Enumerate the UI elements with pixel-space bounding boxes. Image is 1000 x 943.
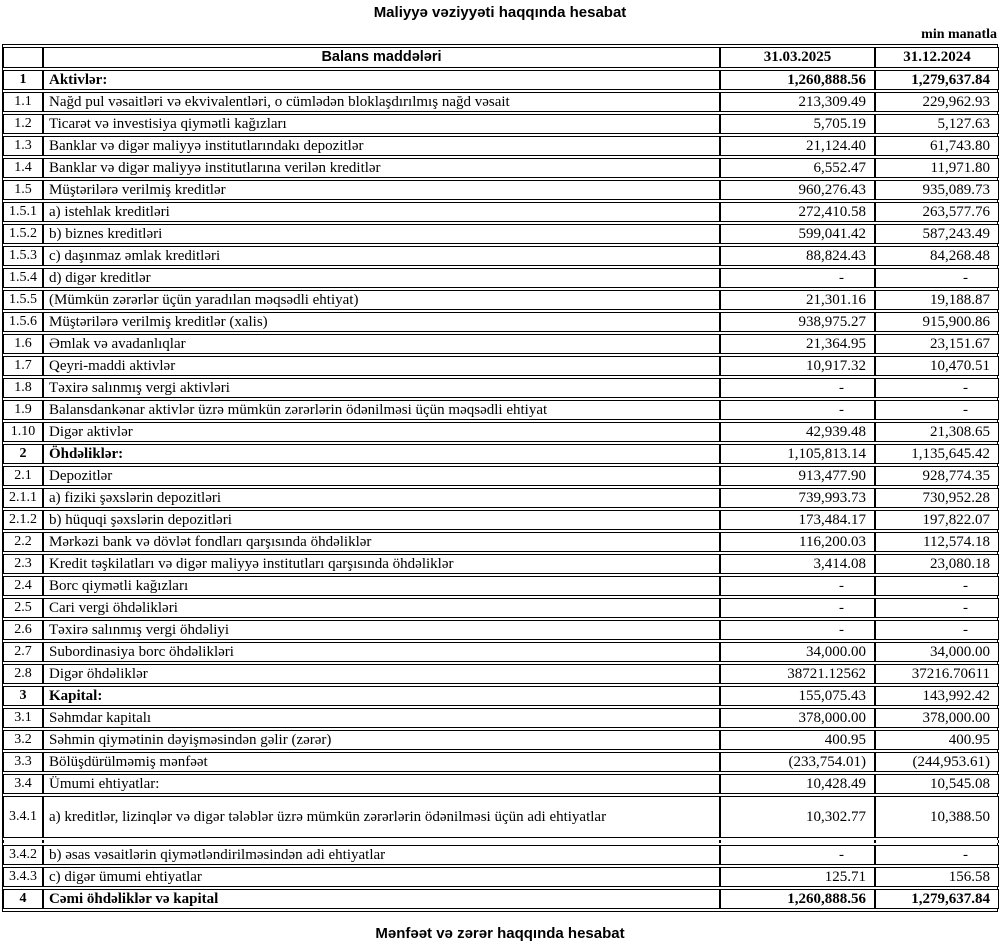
row-value-2025: 21,364.95 (720, 334, 875, 354)
table-row (3, 889, 999, 909)
table-row (3, 400, 999, 420)
row-value-2024: 61,743.80 (875, 136, 999, 156)
row-num: 2.1.2 (3, 510, 43, 530)
row-num: 3.4 (3, 774, 43, 794)
table-row (3, 202, 999, 222)
table-row (3, 845, 999, 865)
row-value-2025: 213,309.49 (720, 92, 875, 112)
row-label: a) istehlak kreditləri (43, 202, 720, 222)
table-row (3, 378, 999, 398)
row-value-2024: 197,822.07 (875, 510, 999, 530)
row-num: 1 (3, 70, 43, 90)
row-num: 1.2 (3, 114, 43, 134)
row-value-2025: 88,824.43 (720, 246, 875, 266)
row-value-2024: 915,900.86 (875, 312, 999, 332)
row-num: 1.4 (3, 158, 43, 178)
row-value-2024: 1,135,645.42 (875, 444, 999, 464)
row-num: 1.5.6 (3, 312, 43, 332)
row-value-2025: 913,477.90 (720, 466, 875, 486)
row-value-2024: 730,952.28 (875, 488, 999, 508)
table-row (3, 488, 999, 508)
table-row (3, 334, 999, 354)
row-label: Öhdəliklər: (43, 444, 720, 464)
table-row (3, 136, 999, 156)
row-label: Nağd pul vəsaitləri və ekvivalentləri, o cümlədən bloklaşdırılmış nağd vəsait (43, 92, 720, 112)
table-row (3, 466, 999, 486)
row-label: (Mümkün zərərlər üçün yaradılan məqsədli ehtiyat) (43, 290, 720, 310)
table-row (3, 180, 999, 200)
row-value-2025: - (720, 620, 875, 640)
table-row (3, 642, 999, 662)
row-num: 3.3 (3, 752, 43, 772)
table-row (3, 224, 999, 244)
next-section-heading-text: Mənfəət və zərər haqqında hesabat (375, 925, 625, 942)
table-row (3, 290, 999, 310)
table-row (3, 444, 999, 464)
row-value-2024: 587,243.49 (875, 224, 999, 244)
header-date-2024: 31.12.2024 (875, 47, 999, 68)
row-label: Banklar və digər maliyyə institutlarına verilən kreditlər (43, 158, 720, 178)
row-value-2024: - (875, 378, 999, 398)
row-value-2024: 5,127.63 (875, 114, 999, 134)
row-num: 2.6 (3, 620, 43, 640)
table-row (3, 686, 999, 706)
row-value-2024: 143,992.42 (875, 686, 999, 706)
row-num: 3 (3, 686, 43, 706)
row-value-2025: 21,301.16 (720, 290, 875, 310)
table-row (3, 422, 999, 442)
row-value-2025: 1,260,888.56 (720, 889, 875, 909)
row-label: Cari vergi öhdəlikləri (43, 598, 720, 618)
row-value-2024: 263,577.76 (875, 202, 999, 222)
row-num: 1.1 (3, 92, 43, 112)
table-row (3, 532, 999, 552)
row-value-2024: 21,308.65 (875, 422, 999, 442)
row-label: Borc qiymətli kağızları (43, 576, 720, 596)
row-value-2024: 23,080.18 (875, 554, 999, 574)
table-row (3, 268, 999, 288)
row-value-2024: 156.58 (875, 867, 999, 887)
row-value-2025: - (720, 576, 875, 596)
header-row (3, 47, 999, 68)
row-num: 1.5.5 (3, 290, 43, 310)
row-value-2024: 229,962.93 (875, 92, 999, 112)
row-value-2025: 400.95 (720, 730, 875, 750)
row-label: Cəmi öhdəliklər və kapital (43, 889, 720, 909)
row-value-2024: - (875, 576, 999, 596)
row-value-2024: - (875, 400, 999, 420)
row-num: 3.2 (3, 730, 43, 750)
row-num: 2.8 (3, 664, 43, 684)
row-label: b) hüquqi şəxslərin depozitləri (43, 510, 720, 530)
row-num: 2.1.1 (3, 488, 43, 508)
table-row (3, 796, 999, 838)
row-value-2024: - (875, 598, 999, 618)
row-value-2025: 960,276.43 (720, 180, 875, 200)
row-label: Digər aktivlər (43, 422, 720, 442)
row-num: 1.5.4 (3, 268, 43, 288)
row-value-2024: 10,388.50 (875, 796, 999, 838)
row-label: Digər öhdəliklər (43, 664, 720, 684)
row-num: 2.1 (3, 466, 43, 486)
row-value-2025: - (720, 845, 875, 865)
row-label: Mərkəzi bank və dövlət fondları qarşısında öhdəliklər (43, 532, 720, 552)
row-value-2025: 6,552.47 (720, 158, 875, 178)
row-label: Bölüşdürülməmiş mənfəət (43, 752, 720, 772)
balance-sheet-table-wrap (2, 44, 998, 912)
table-row (3, 752, 999, 772)
row-value-2024: 1,279,637.84 (875, 70, 999, 90)
row-label: Qeyri-maddi aktivlər (43, 356, 720, 376)
row-label: Təxirə salınmış vergi aktivləri (43, 378, 720, 398)
row-value-2025: 38721.12562 (720, 664, 875, 684)
row-value-2024: 935,089.73 (875, 180, 999, 200)
row-label: Səhmdar kapitalı (43, 708, 720, 728)
row-label: Kapital: (43, 686, 720, 706)
row-value-2025: 116,200.03 (720, 532, 875, 552)
row-label: c) digər ümumi ehtiyatlar (43, 867, 720, 887)
row-num: 2.5 (3, 598, 43, 618)
table-row (3, 158, 999, 178)
row-value-2025: 173,484.17 (720, 510, 875, 530)
row-value-2025: 10,428.49 (720, 774, 875, 794)
row-label: a) fiziki şəxslərin depozitləri (43, 488, 720, 508)
row-label: Aktivlər: (43, 70, 720, 90)
row-label: c) daşınmaz əmlak kreditləri (43, 246, 720, 266)
row-num: 4 (3, 889, 43, 909)
row-value-2024: 400.95 (875, 730, 999, 750)
row-value-2025: - (720, 268, 875, 288)
row-label: b) biznes kreditləri (43, 224, 720, 244)
row-num: 1.6 (3, 334, 43, 354)
row-value-2025: 21,124.40 (720, 136, 875, 156)
header-row-number (3, 47, 43, 68)
header-date-2025: 31.03.2025 (720, 47, 875, 68)
table-row (3, 92, 999, 112)
row-value-2024: 10,545.08 (875, 774, 999, 794)
row-label: b) əsas vəsaitlərin qiymətləndirilməsindən adi ehtiyatlar (43, 845, 720, 865)
table-row (3, 730, 999, 750)
table-body (3, 70, 999, 909)
row-label: Əmlak və avadanlıqlar (43, 334, 720, 354)
row-num: 1.9 (3, 400, 43, 420)
row-label: a) kreditlər, lizinqlər və digər tələblər üzrə mümkün zərərlərin ödənilməsi üçün adi ehtiyatlar (43, 796, 720, 838)
header-balance-items: Balans maddələri (43, 47, 720, 68)
row-num: 1.5.1 (3, 202, 43, 222)
row-num: 1.5.3 (3, 246, 43, 266)
row-num: 2 (3, 444, 43, 464)
row-label: Ümumi ehtiyatlar: (43, 774, 720, 794)
row-value-2025: 272,410.58 (720, 202, 875, 222)
row-label: Balansdankənar aktivlər üzrə mümkün zərərlərin ödənilməsi üçün məqsədli ehtiyat (43, 400, 720, 420)
row-num: 1.8 (3, 378, 43, 398)
row-num: 1.7 (3, 356, 43, 376)
row-label: Kredit təşkilatları və digər maliyyə institutları qarşısında öhdəliklər (43, 554, 720, 574)
row-value-2024: 23,151.67 (875, 334, 999, 354)
table-row (3, 576, 999, 596)
row-value-2024: 928,774.35 (875, 466, 999, 486)
row-label: Banklar və digər maliyyə institutlarındakı depozitlər (43, 136, 720, 156)
table-row (3, 867, 999, 887)
table-row (3, 114, 999, 134)
row-label: Müştərilərə verilmiş kreditlər (43, 180, 720, 200)
row-value-2024: 11,971.80 (875, 158, 999, 178)
row-value-2025: - (720, 598, 875, 618)
row-value-2025: 34,000.00 (720, 642, 875, 662)
row-label: Ticarət və investisiya qiymətli kağızları (43, 114, 720, 134)
row-gap-cell (3, 840, 43, 843)
row-label: Depozitlər (43, 466, 720, 486)
row-num: 1.5.2 (3, 224, 43, 244)
row-num: 1.5 (3, 180, 43, 200)
table-row (3, 774, 999, 794)
row-label: Təxirə salınmış vergi öhdəliyi (43, 620, 720, 640)
row-value-2025: 599,041.42 (720, 224, 875, 244)
row-num: 1.3 (3, 136, 43, 156)
table-row (3, 620, 999, 640)
row-num: 2.3 (3, 554, 43, 574)
report-title: Maliyyə vəziyyəti haqqında hesabat (373, 4, 627, 21)
unit-note: min manatla (921, 27, 997, 42)
row-num: 3.4.3 (3, 867, 43, 887)
row-value-2025: - (720, 400, 875, 420)
row-value-2025: (233,754.01) (720, 752, 875, 772)
row-value-2025: 5,705.19 (720, 114, 875, 134)
row-value-2024: 1,279,637.84 (875, 889, 999, 909)
table-row (3, 708, 999, 728)
row-value-2024: - (875, 620, 999, 640)
row-value-2025: 1,260,888.56 (720, 70, 875, 90)
row-num: 2.2 (3, 532, 43, 552)
row-value-2025: 155,075.43 (720, 686, 875, 706)
row-gap (3, 840, 999, 843)
row-value-2025: 378,000.00 (720, 708, 875, 728)
row-value-2024: (244,953.61) (875, 752, 999, 772)
row-value-2025: 42,939.48 (720, 422, 875, 442)
row-value-2024: 378,000.00 (875, 708, 999, 728)
table-row (3, 356, 999, 376)
next-section-heading-partial (0, 924, 1000, 942)
row-value-2024: 112,574.18 (875, 532, 999, 552)
row-label: d) digər kreditlər (43, 268, 720, 288)
balance-sheet-table (3, 45, 999, 911)
row-value-2024: 37216.70611 (875, 664, 999, 684)
row-gap-cell (875, 840, 999, 843)
table-row (3, 246, 999, 266)
row-value-2024: 19,188.87 (875, 290, 999, 310)
row-value-2024: 84,268.48 (875, 246, 999, 266)
row-num: 2.7 (3, 642, 43, 662)
row-num: 2.4 (3, 576, 43, 596)
row-value-2024: - (875, 845, 999, 865)
table-row (3, 312, 999, 332)
row-label: Səhmin qiymətinin dəyişməsindən gəlir (zərər) (43, 730, 720, 750)
row-num: 3.4.2 (3, 845, 43, 865)
row-value-2025: - (720, 378, 875, 398)
table-row (3, 510, 999, 530)
row-value-2024: - (875, 268, 999, 288)
row-label: Müştərilərə verilmiş kreditlər (xalis) (43, 312, 720, 332)
row-value-2024: 10,470.51 (875, 356, 999, 376)
row-value-2024: 34,000.00 (875, 642, 999, 662)
row-num: 3.1 (3, 708, 43, 728)
row-value-2025: 739,993.73 (720, 488, 875, 508)
row-value-2025: 1,105,813.14 (720, 444, 875, 464)
row-label: Subordinasiya borc öhdəlikləri (43, 642, 720, 662)
row-value-2025: 3,414.08 (720, 554, 875, 574)
row-value-2025: 10,917.32 (720, 356, 875, 376)
table-row (3, 598, 999, 618)
table-row (3, 554, 999, 574)
row-num: 3.4.1 (3, 796, 43, 838)
row-value-2025: 10,302.77 (720, 796, 875, 838)
table-row (3, 70, 999, 90)
row-gap-cell (43, 840, 720, 843)
row-gap-cell (720, 840, 875, 843)
row-value-2025: 938,975.27 (720, 312, 875, 332)
table-row (3, 664, 999, 684)
row-num: 1.10 (3, 422, 43, 442)
row-value-2025: 125.71 (720, 867, 875, 887)
